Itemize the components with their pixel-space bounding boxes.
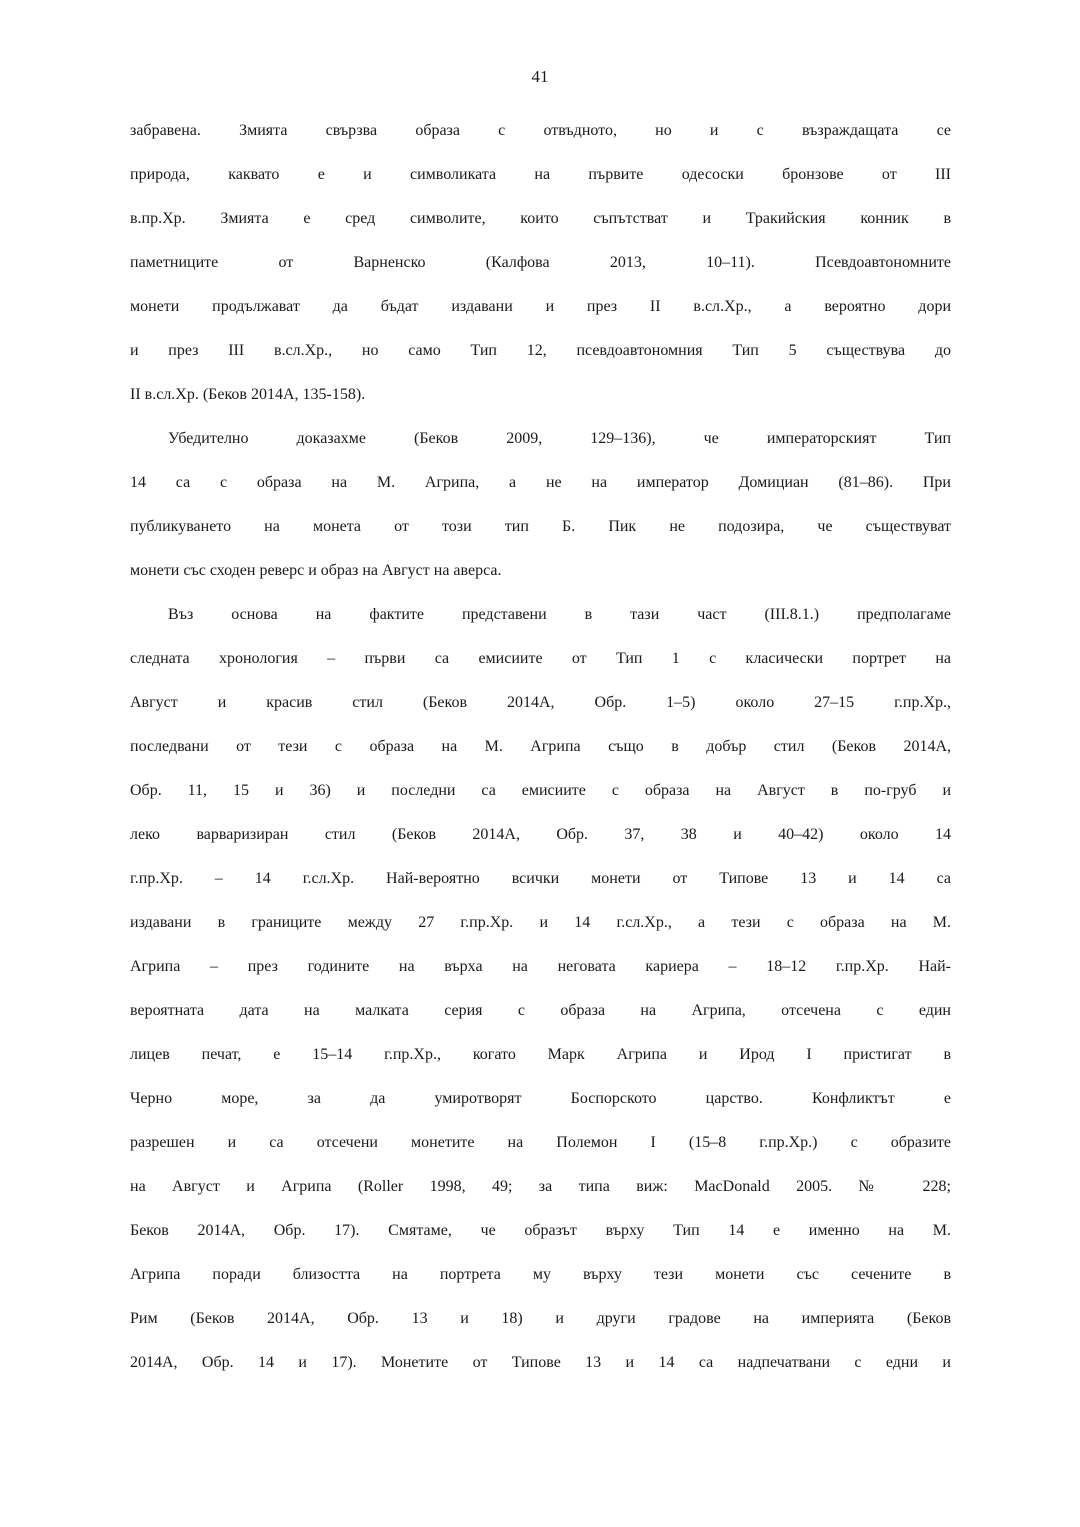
text-line: Черно море, за да умиротворят Боспорското царство. Конфликтът е	[130, 1090, 951, 1107]
paragraph-1	[130, 122, 951, 430]
text-line: разрешен и са отсечени монетите на Полемон I (15–8 г.пр.Хр.) с образите	[130, 1134, 951, 1151]
text-line: последвани от тези с образа на М. Агрипа също в добър стил (Беков 2014А,	[130, 738, 951, 755]
text-line: на Август и Агрипа (Roller 1998, 49; за типа виж: MacDonald 2005. № 228;	[130, 1178, 951, 1195]
text-line: издавани в границите между 27 г.пр.Хр. и 14 г.сл.Хр., а тези с образа на М.	[130, 914, 951, 931]
text-line: Беков 2014А, Обр. 17). Смятаме, че образът върху Тип 14 е именно на М.	[130, 1222, 951, 1239]
text-line: монети продължават да бъдат издавани и през II в.сл.Хр., а вероятно дори	[130, 298, 951, 315]
text-line: следната хронология – първи са емисиите от Тип 1 с класически портрет на	[130, 650, 951, 667]
text-line: Агрипа – през годините на върха на неговата кариера – 18–12 г.пр.Хр. Най-	[130, 958, 951, 975]
text-line: Въз основа на фактите представени в тази част (III.8.1.) предполагаме	[168, 606, 951, 623]
text-line: природа, каквато е и символиката на първите одесоски бронзове от III	[130, 166, 951, 183]
text-line: Обр. 11, 15 и 36) и последни са емисиите с образа на Август в по-груб и	[130, 782, 951, 799]
paragraph-3	[130, 606, 951, 1398]
text-line: в.пр.Хр. Змията е сред символите, които съпътстват и Тракийския конник в	[130, 210, 951, 227]
text-line: лицев печат, е 15–14 г.пр.Хр., когато Марк Агрипа и Ирод I пристигат в	[130, 1046, 951, 1063]
text-line: 14 са с образа на М. Агрипа, а не на император Домициан (81–86). При	[130, 474, 951, 491]
text-line: монети със сходен реверс и образ на Август на аверса.	[130, 562, 502, 579]
text-line: вероятната дата на малката серия с образа на Агрипа, отсечена с един	[130, 1002, 951, 1019]
text-line: 2014А, Обр. 14 и 17). Монетите от Типове 13 и 14 са надпечатвани с едни и	[130, 1354, 951, 1371]
text-line: Убедително доказахме (Беков 2009, 129–136), че императорският Тип	[168, 430, 951, 447]
text-line: Рим (Беков 2014А, Обр. 13 и 18) и други градове на империята (Беков	[130, 1310, 951, 1327]
text-line: паметниците от Варненско (Калфова 2013, 10–11). Псевдоавтономните	[130, 254, 951, 271]
text-line: Август и красив стил (Беков 2014А, Обр. 1–5) около 27–15 г.пр.Хр.,	[130, 694, 951, 711]
text-line: г.пр.Хр. – 14 г.сл.Хр. Най-вероятно всички монети от Типове 13 и 14 са	[130, 870, 951, 887]
page-number: 41	[531, 67, 549, 86]
text-line: забравена. Змията свързва образа с отвъдното, но и с възраждащата се	[130, 122, 951, 139]
body-text	[130, 122, 951, 1398]
text-line: и през III в.сл.Хр., но само Тип 12, псевдоавтономния Тип 5 съществува до	[130, 342, 951, 359]
text-line: леко варваризиран стил (Беков 2014А, Обр. 37, 38 и 40–42) около 14	[130, 826, 951, 843]
paragraph-2	[130, 430, 951, 606]
text-line: Агрипа поради близостта на портрета му върху тези монети със сечените в	[130, 1266, 951, 1283]
text-line: публикуването на монета от този тип Б. Пик не подозира, че съществуват	[130, 518, 951, 535]
text-line: II в.сл.Хр. (Беков 2014А, 135-158).	[130, 386, 366, 403]
